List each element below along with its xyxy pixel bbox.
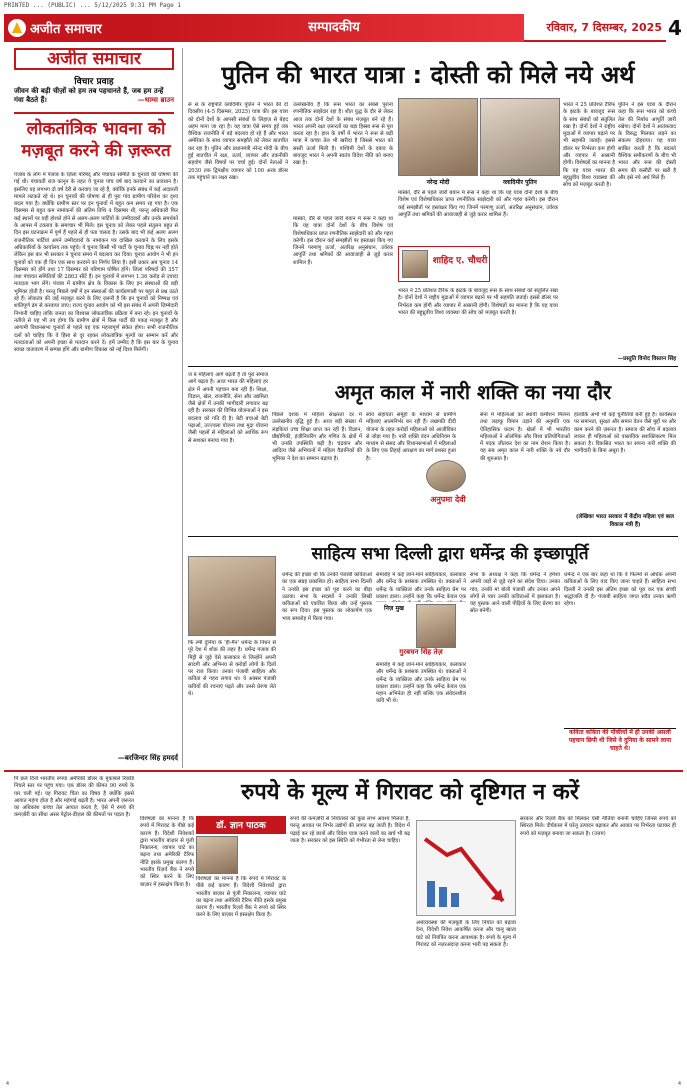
article1-title: पुतिन की भारत यात्रा : दोस्ती को मिले नये अर्थ bbox=[221, 61, 635, 89]
article2-author: अनुपमा देवी bbox=[430, 495, 466, 504]
issue-date: रविवार, 7 दिसम्बर, 2025 bbox=[524, 14, 666, 42]
footer-slug bbox=[0, 1079, 687, 1089]
footer-right-mark: 4 bbox=[677, 1081, 681, 1087]
author-photo bbox=[416, 604, 456, 648]
article3-col3: समारोह में कई जाने-माने साहित्यकार, कलाकार और धर्मेन्द्र के प्रशंसक उपस्थित थे। वक्ताओं ने धर्मेन्द्र के व्यक्तित्व और उनके साहित्य प्रेम पर प्रकाश डाला। उन्होंने कहा कि धर्मेन्द्र केवल एक bbox=[376, 572, 466, 600]
paper-name: अजीत समाचार bbox=[30, 22, 102, 37]
article4-col1: पि छले दिनों भारतीय रुपया अमेरिकी डॉलर के मुकाबले रिकॉर्ड निचले स्तर पर पहुंच गया। एक डॉलर की कीमत 90 रुपये के पार चली गई। यह गिरावट चिंता का विषय है क्योंकि इससे आयात महंगा होता है और महंगाई बढ़ती है। भारत अपनी ज़रूरत का अधिकांश कच्चा तेल आयात करता है, ऐसे में रुपये की कमज़ोरी का सीधा असर पेट्रोल-डीज़ल की कीमतों पर पड़ता है। bbox=[14, 776, 134, 819]
quote-box bbox=[14, 86, 174, 114]
article2-col5: हालांकि अभी भी कई चुनौतियां बनी हुई हैं। कार्यस्थल पर समानता, सुरक्षा और समान वेतन जैसे मुद्दों पर और काम करने की ज़रूरत है। समाज की सोच में बदलाव लाकर ही महिलाओं को वास्तविक सशक्तिकरण मिल सकता है। विकसित भारत का सपना नारी शक्ति की भागीदारी के बिना अधूरा है। bbox=[574, 412, 676, 455]
article1-col3: मास्को, दौरे से पहले जारी बयान में रूस ने कहा था कि यह यात्रा दोनों देशों के बीच विशेष एवं विशेषाधिकार प्राप्त रणनीतिक साझेदारी को और गहरा करेगी। इस दौरान कई समझौतों पर हस्ताक्षर किए गए जिनमें परमाणु ऊर्जा, अंतरिक्ष अनुसंधान, उर्वरक आपूर्ति तथा श्रमिकों की आवाजाही से जुड़े करार शामिल हैं। bbox=[398, 190, 558, 218]
article4-col5: सरकार और रिज़र्व बैंक को मिलकर ऐसी नीतियां बनानी चाहिएं जिनसे रुपये को स्थिरता मिले। दीर्घकाल में घरेलू उत्पादन बढ़ाकर और आयात पर निर्भरता घटाकर ही रुपये को मज़बूत बनाया जा सकता है। (उत्तम) bbox=[520, 816, 676, 837]
bottom-section-rule bbox=[4, 770, 683, 772]
modi-caption: नरेन्द्र मोदी bbox=[426, 179, 450, 186]
editorial-brand: अजीत समाचार bbox=[14, 48, 174, 70]
article4-col2b: विशेषज्ञों का मानना है कि रुपये में गिरावट के पीछे कई कारण हैं। विदेशी निवेशकों द्वारा भारतीय बाज़ार से पूंजी निकालना, व्यापार घाटे का बढ़ना तथा अमेरिकी टैरिफ नीति इसके प्रमुख कारण हैं। भारतीय रिज़र्व बैंक ने रुपये को स्थिर करने के लिए बाज़ार में हस्तक्षेप किया है। bbox=[196, 876, 286, 919]
paper-name-tab bbox=[4, 14, 144, 42]
column-divider bbox=[182, 48, 183, 768]
article4-title: रुपये के मूल्य में गिरावट को दृष्टिगत न करें bbox=[241, 780, 579, 805]
article4-author: डॉ. ज्ञान पाठक bbox=[216, 821, 266, 831]
modi-photo bbox=[398, 98, 478, 176]
editorial-author: —बरजिन्दर सिंह हमदर्द bbox=[117, 754, 178, 762]
article1-col4: भारत ने 25 प्रतिशत टैरिफ के झटके के बावजूद रूस के साथ संबंधों को संतुलित रखा है। दोनों देशों ने राष्ट्रीय मुद्राओं में व्यापार बढ़ाने पर भी सहमति जताई। इससे डॉलर पर निर्भरता कम होगी और व्यापार में आसानी होगी। विशेषज्ञों का मानना है कि यह यात्रा भारत की बहुध्रुवीय विश्व व्यवस्था की सोच को मज़बूत करती है। bbox=[563, 102, 615, 189]
dharmendra-photo bbox=[188, 556, 276, 636]
article1-col2b: मास्को, दौरे से पहले जारी बयान में रूस ने कहा था कि यह यात्रा दोनों देशों के बीच विशेष एवं विशेषाधिकार प्राप्त रणनीतिक साझेदारी को और गहरा करेगी। इस दौरान कई समझौतों पर हस्ताक्षर किए गए जिनमें परमाणु ऊर्जा, अंतरिक्ष अनुसंधान, उर्वरक आपूर्ति तथा श्रमिकों की आवाजाही से जुड़े करार शामिल हैं। bbox=[293, 216, 393, 266]
article3-col4: सभा के अध्यक्ष ने कहा कि धर्मेन्द्र ने हमेशा अपनी जड़ों से जुड़े रहने का संदेश दिया। उनका गांव, उनकी मां बोली पंजाबी और उनका अपने लोगों से प्यार उनकी कविताओं में झलकता है। यह पुस्तक आने वाली पीढ़ियों के लिए प्रेरणा का स्रोत बनेगी। bbox=[470, 572, 560, 615]
editorial-body: पंजाब के लोग में पंजाब के ज़िला परिषद् और पंचायत समिति के चुनावों की घोषणा की गई थी। पंचायती राज कानून के तहत ये चुनाव पांच वर्ष बाद करवाने का प्रावधान है। इसलिए यह लगभग दो वर्ष देरी से करवाए जा रहे हैं, क्योंकि इनके संबंध में कई अदालती मामले लटकते रहे थे। इन चुनावों की घोषणा से ही पूरा गांव ग्रामीण परिवेश का दृश्य बदल गया है। क्योंकि ग्रामीण स्तर पर इन चुनावों में बहुत कम समय रह गया है। एक दिसम्बर से बहुत कम नामांकनों की अंतिम तिथि 4 दिसम्बर थी, परन्तु अधिकारी फिर कई स्थानों पर यही होशले होने से अलग-अलग पार्टियों के उम्मीदवारों और उनके समर्थकों के आपस में टकराव के समाचार भी मिले। इस चुनाव को लेकर पहले संतुलन बहुत से दिन इस घटनाक्रम में पूर्ण हैं पहले से ही पता चलता है। उसके बाद भी कई अलग अलग राजनीतिक पार्टियां अपने उम्मीदवारों के नामांकन पत्र दाखिल करवाने के लिए इसके अधिकारियों के कार्यालय तक पहुंचे। ये चुनाव किसी भी पार्टी के चुनाव चिह्न पर नहीं होते लेकिन इस बार भी सरकार ने चुनाव समय में बदलाव कर दिया। चुनाव आयोग ने भी इन चुनावों को एक ही दिन एक साथ करवाने का निर्णय लिया है। इसी प्रकार अब चुनाव 14 दिसम्बर को होंगे तथा 17 दिसम्बर को परिणाम घोषित होंगे। जिला परिषदों की 357 तथा पंचायत समितियों की 2863 सीटें हैं। इन चुनावों में लगभग 1.36 करोड़ से ज़्यादा मतदाता भाग लेंगे। पंजाब में ग्रामीण क्षेत्र के विकास के लिए इन संस्थाओं की बड़ी भूमिका होती है। परन्तु पिछले वर्षों में इन संस्थाओं की कार्यप्रणाली पर बहुत से प्रश्न उठते रहे हैं। लोकतंत्र की जड़ें मज़बूत करने के लिए ज़रूरी है कि इन चुनावों को निष्पक्ष एवं शांतिपूर्ण ढंग से करवाया जाए। राज्य चुनाव आयोग को भी इस संबंध में अपनी ज़िम्मेदारी निभानी चाहिए ताकि जनता का विश्वास लोकतांत्रिक प्रक्रिया में बना रहे। इन चुनावों के नतीजे से यह भी तय होगा कि ग्रामीण क्षेत्रों में किस पार्टी की पकड़ मज़बूत है और आगामी विधानसभा चुनावों से पहले यह एक महत्त्वपूर्ण संकेत होगा। सभी राजनीतिक दलों को चाहिए कि वे हिंसा से दूर रहकर लोकतांत्रिक मूल्यों का सम्मान करें और मतदाताओं को अपनी इच्छा से मतदान करने दें। हमें उम्मीद है कि इस बार के चुनाव स्वच्छ वातावरण में सम्पन्न होंगे और ग्रामीण विकास को नई दिशा मिलेगी। bbox=[14, 172, 178, 354]
article4-col3: रुपये की कमज़ोरी से निर्यातकों को कुछ लाभ अवश्य मिलता है, परन्तु आयात पर निर्भर उद्योगों की लागत बढ़ जाती है। विदेश में पढ़ाई कर रहे छात्रों और विदेश यात्रा करने वालों का खर्च भी बढ़ जाता है। सरकार को इस स्थिति को गंभीरता से लेना चाहिए। bbox=[290, 816, 410, 844]
article3-col1: फि ल्मी दुनिया के 'ही-मैन' धर्मेन्द्र के निधन से पूरे देश में शोक की लहर है। धर्मेन्द्र पंजाब की मिट्टी से जुड़े ऐसे कलाकार थे जिन्होंने अपनी सादगी और अभिनय से करोड़ों लोगों के दिलों पर राज किया। उनका पंजाबी साहित्य और कविता से गहरा लगाव था। वे अक्सर पंजाबी कवियों की रचनाएं पढ़ते और उनसे प्रेरणा लेते थे। bbox=[188, 640, 276, 698]
rupee-down-arrow-icon bbox=[417, 821, 515, 915]
article3-col5: धर्मेन्द्र ने एक बार कहा था कि वे फिल्मों से अधिक अपनी कविताओं के लिए याद किए जाना चाहते हैं। साहित्य सभा दिल्ली ने उनकी इस अंतिम इच्छा को पूरा कर एक सच्ची श्रद्धांजलि दी है। पंजाबी साहित्य जगत सदैव उनका ऋणी रहेगा। bbox=[564, 572, 676, 608]
editorial-title: लोकतांत्रिक भावना को मज़बूत करने की ज़रूरत bbox=[21, 119, 171, 161]
author-photo bbox=[402, 250, 428, 278]
section-title: सम्पादकीय bbox=[144, 14, 524, 42]
article3-title: साहित्य सभा दिल्ली द्वारा धर्मेन्द्र की इच्छापूर्ति bbox=[311, 544, 589, 564]
article1-col1: रू स के राष्ट्रपति व्लादिमीर पुतिन ने भारत की दो दिवसीय (4-5 दिसम्बर, 2025) यात्रा की। इस यात्रा को दोनों देशों के आपसी संबंधों के लिहाज़ से बेहद अहम माना जा रहा है। यह यात्रा ऐसे समय हुई जब वैश्विक राजनीति में बड़े बदलाव हो रहे हैं और भारत अमेरिका के साथ व्यापार समझौते को लेकर बातचीत कर रहा है। पुतिन और प्रधानमंत्री नरेन्द्र मोदी के बीच हुई बातचीत में रक्षा, ऊर्जा, व्यापार और तकनीकी सहयोग जैसे विषयों पर चर्चा हुई। दोनों नेताओं ने 2030 तक द्विपक्षीय व्यापार को 100 अरब डॉलर तक पहुंचाने का लक्ष्य रखा। bbox=[188, 102, 288, 181]
article1-col4b: भारत ने 25 प्रतिशत टैरिफ के झटके के बावजूद रूस के साथ संबंधों को संतुलित रखा है। दोनों देशों ने राष्ट्रीय मुद्राओं में व्यापार बढ़ाने पर भी सहमति जताई। इससे डॉलर पर निर्भरता कम होगी और व्यापार में आसानी होगी। विशेषज्ञों का मानना है कि यह यात्रा भारत की बहुध्रुवीय विश्व व्यवस्था की सोच को मज़बूत करती है। bbox=[398, 288, 558, 316]
section-rule bbox=[188, 366, 678, 367]
article2-col2: पिछले दशक में महिला साक्षरता दर में उल्लेखनीय वृद्धि हुई है। आज बड़ी संख्या में लड़कियां उच्च शिक्षा प्राप्त कर रही हैं। विज्ञान, प्रौद्योगिकी, इंजीनियरिंग और गणित के क्षेत्रों में भी उनकी उपस्थिति बढ़ी है। चंद्रयान और आदित्य जैसे अभियानों में महिला वैज्ञानिकों की भूमिका ने देश का सम्मान बढ़ाया है। bbox=[272, 412, 362, 462]
article1-col2: उल्लेखनीय है कि रूस भारत का सबसे पुराना रणनीतिक साझेदार रहा है। शीत युद्ध के दौर से लेकर आज तक दोनों देशों के संबंध मज़बूत बने रहे हैं। भारत अपनी रक्षा ज़रूरतों का बड़ा हिस्सा रूस से पूरा करता रहा है। हाल के वर्षों में भारत ने रूस से बड़ी मात्रा में कच्चा तेल भी खरीदा है जिससे भारत को सस्ती ऊर्जा मिली है। पश्चिमी देशों के दबाव के बावजूद भारत ने अपनी स्वतंत्र विदेश नीति को बनाए रखा है। bbox=[293, 102, 393, 167]
article3-author: गुरबचन सिंह तेज़ bbox=[399, 648, 443, 656]
article3-col2: धर्मेन्द्र की इच्छा थी कि उनकी पंजाबी कविताओं का एक संग्रह प्रकाशित हो। साहित्य सभा दिल्ली ने उनकी इस इच्छा को पूरा करने का बीड़ा उठाया। सभा के सदस्यों ने उनकी लिखी कविताओं को एकत्रित किया और उन्हें पुस्तक का रूप दिया। इस पुस्तक का लोकार्पण एक भव्य समारोह में किया गया। bbox=[282, 572, 372, 622]
article4-col4: अर्थव्यवस्था की मज़बूती के लिए निर्यात को बढ़ावा देना, विदेशी निवेश आकर्षित करना और चालू खाता घाटे को नियंत्रित करना आवश्यक है। रुपये के मूल्य में गिरावट को नज़रअंदाज़ करना भारी पड़ सकता है। bbox=[416, 920, 516, 948]
article2-note: (लेखिका भारत सरकार में केंद्रीय महिला एवं बाल विकास मंत्री हैं) bbox=[576, 514, 674, 528]
footer-left-mark: 4 bbox=[6, 1081, 10, 1087]
page-number: 4 bbox=[668, 16, 682, 40]
article4-col2: विशेषज्ञों का मानना है कि रुपये में गिरावट के पीछे कई कारण हैं। विदेशी निवेशकों द्वारा भारतीय बाज़ार से पूंजी निकालना, व्यापार घाटे का बढ़ना तथा अमेरिकी टैरिफ नीति इसके प्रमुख कारण हैं। भारतीय रिज़र्व बैंक ने रुपये को स्थिर करने के लिए बाज़ार में हस्तक्षेप किया है। bbox=[140, 816, 194, 888]
quote-text: जीवन की बड़ी चीज़ों को हम तब पहचानते हैं, जब हम उन्हें गंवा बैठते हैं। bbox=[14, 86, 164, 104]
article1-credit: —प्रस्तुति विनोद विस्तान सिंह bbox=[617, 356, 676, 362]
article1-col5: पुतिन ने इस यात्रा के दौरान कहा कि रूस भारत को कच्चे तेल की निर्बाध आपूर्ति जारी रखेगा। दोनों देशों ने आतंकवाद के विरुद्ध मिलकर लड़ने का संकल्प दोहराया। यह यात्रा साबित करती है कि बदलते वैश्विक समीकरणों के बीच भी भारत और रूस की दोस्ती समय की कसौटी पर खरी है और इसे नये अर्थ मिले हैं। bbox=[618, 102, 676, 181]
article2-col1: ज ब महिलाएं आगे बढ़ती हैं तो पूरा समाज आगे बढ़ता है। आज भारत की महिलाएं हर क्षेत्र में अपनी पहचान बना रही हैं। शिक्षा, विज्ञान, खेल, राजनीति, सेना और उद्यमिता जैसे क्षेत्रों में उनकी भागीदारी लगातार बढ़ रही है। सरकार की विभिन्न योजनाओं ने इस बदलाव को गति दी है। बेटी बचाओ बेटी पढ़ाओ, उज्ज्वला योजना तथा मुद्रा योजना जैसी पहलों से महिलाओं को आर्थिक रूप से सशक्त बनाया गया है। bbox=[188, 372, 268, 444]
article4-author-box bbox=[196, 816, 286, 834]
article2-col3: स्वयं सहायता समूहों के माध्यम से ग्रामीण महिलाएं आत्मनिर्भर बन रही हैं। लखपति दीदी योजना के तहत करोड़ों महिलाओं को आजीविका से जोड़ा गया है। नारी शक्ति वंदन अधिनियम के माध्यम से संसद और विधानसभाओं में महिलाओं के लिए एक तिहाई आरक्षण का मार्ग प्रशस्त हुआ है। bbox=[366, 412, 456, 462]
falling-rupee-graphic bbox=[416, 820, 516, 916]
quote-author: —थाम्स ब्राउन bbox=[137, 95, 174, 104]
paper-logo-icon bbox=[8, 19, 26, 37]
article1-author: शाहिद ए. चौधरी bbox=[432, 256, 488, 266]
article3-col3b: समारोह में कई जाने-माने साहित्यकार, कलाकार और धर्मेन्द्र के प्रशंसक उपस्थित थे। वक्ताओं ने धर्मेन्द्र के व्यक्तित्व और उनके साहित्य प्रेम पर प्रकाश डाला। उन्होंने कहा कि धर्मेन्द्र केवल एक महान अभिनेता ही नहीं बल्कि एक संवेदनशील कवि भी थे। bbox=[376, 662, 466, 705]
putin-caption: व्लादिमीर पुतिन bbox=[503, 179, 537, 186]
putin-photo bbox=[480, 98, 560, 176]
author-photo bbox=[426, 460, 466, 492]
article3-box: कविता कविता की पंक्तियों में ही उनकी असली पहचान छिपी थी जिसे वे दुनिया के सामने लाना चाहते थे। bbox=[564, 728, 676, 764]
section-rule bbox=[188, 536, 678, 537]
author-photo bbox=[196, 836, 238, 874]
print-slug: PRINTED ... (PUBLIC) ... 5/12/2025 9:31 PM Page 1 bbox=[4, 2, 182, 9]
article2-title: अमृत काल में नारी शक्ति का नया दौर bbox=[334, 380, 612, 404]
author-tag: निज़ मुख bbox=[384, 605, 404, 612]
article1-author-box bbox=[398, 246, 490, 282]
article3-author-box bbox=[376, 604, 466, 660]
masthead bbox=[4, 14, 683, 42]
article2-col4: सेना में महिलाओं को स्थायी कमीशन मिलना तथा लड़ाकू विमान उड़ाने की अनुमति एक ऐतिहासिक कदम है। खेलों में भी भारतीय महिलाओं ने ओलंपिक और विश्व प्रतियोगिताओं में पदक जीतकर देश का नाम रोशन किया है। यह सब अमृत काल में नारी शक्ति के नये दौर की शुरुआत है। bbox=[480, 412, 570, 462]
vichar-heading: विचार प्रवाह bbox=[74, 77, 114, 87]
article2-author-box bbox=[420, 460, 476, 512]
